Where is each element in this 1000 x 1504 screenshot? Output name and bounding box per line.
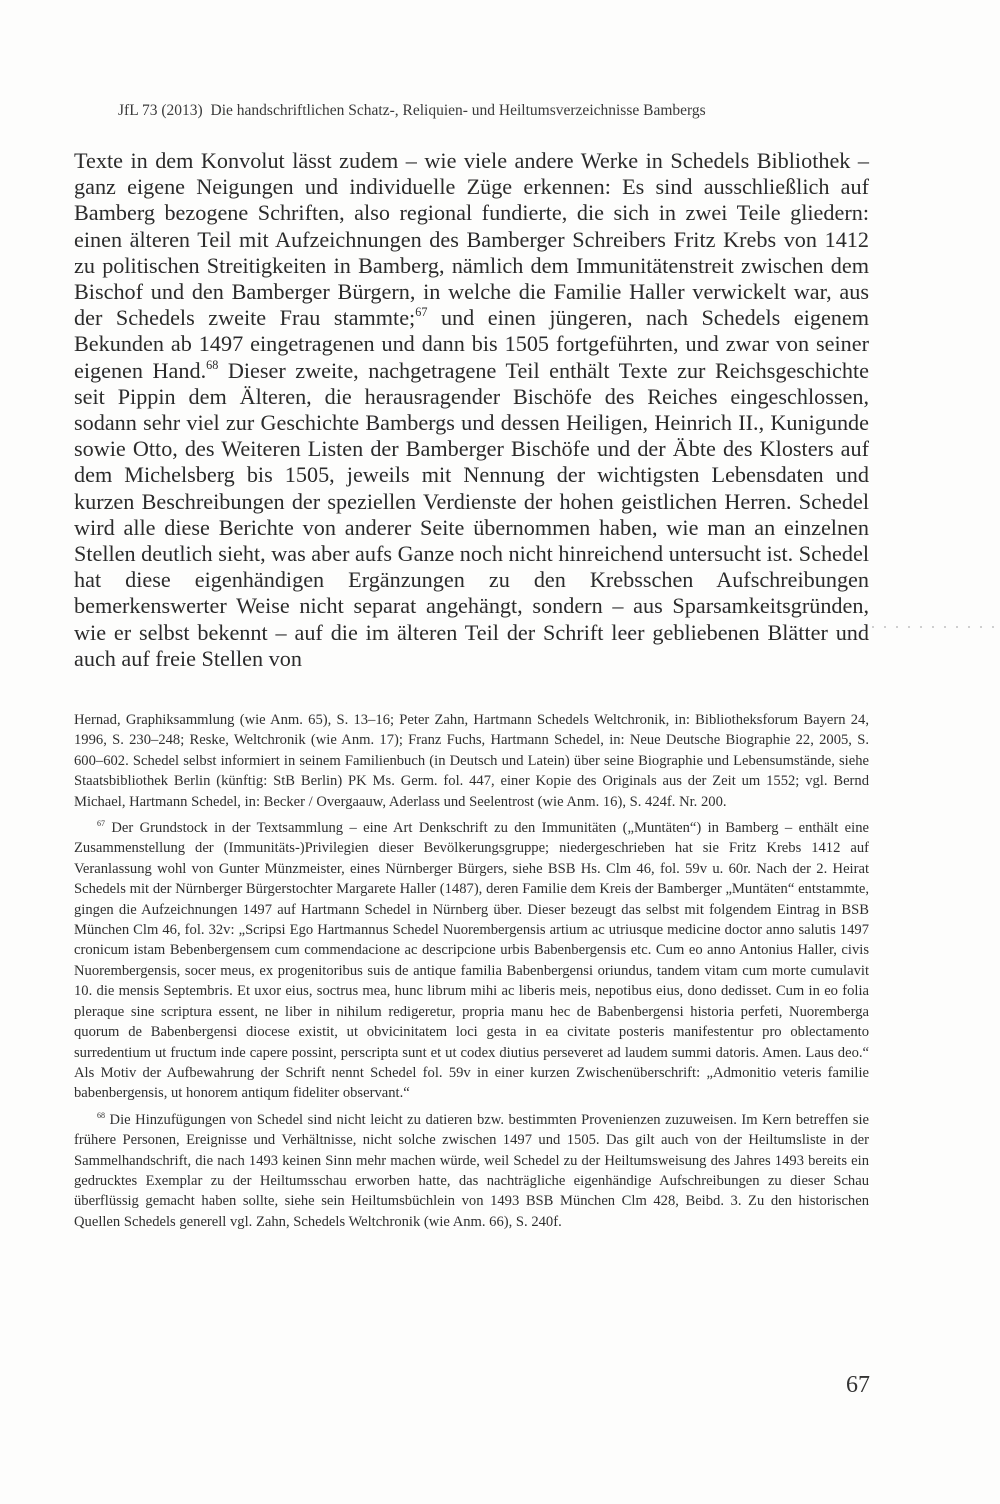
footnote-67	[74, 818, 869, 1104]
footnote-continuation: Hernad, Graphiksammlung (wie Anm. 65), S. 13–16; Peter Zahn, Hartmann Schedels Weltchronik, in: Bibliotheksforum Bayern 24, 1996, S. 230–248; Reske, Weltchronik (wie Anm. 17); Franz Fuchs, Hartmann Schedel, in: Neue Deutsche Biographie 22, 2005, S. 600–602. Schedel selbst informiert in seinem Familienbuch (in Deutsch und Latein) über seine Biographie und Lebensumstände, siehe Staatsbibliothek Berlin (künftig: StB Berlin) PK Ms. Germ. fol. 447, einer Kopie des Originals aus der Zeit um 1552; vgl. Bernd Michael, Hartmann Schedel, in: Becker / Overgaauw, Aderlass und Seelentrost (wie Anm. 16), S. 424f. Nr. 200.	[74, 712, 869, 810]
page-number: 67	[846, 1372, 870, 1398]
main-text-part: Texte in dem Konvolut lässt zudem – wie viele andere Werke in Schedels Bibliothek – ganz eigene Neigungen und individuelle Züge erkennen: Es sind ausschließlich auf Bamberg bezogene Schriften, also regional fundierte, die sich in zwei Teile gliedern: einen älteren Teil mit Aufzeichnungen des Bamberger Schreibers Fritz Krebs von 1412 zu politischen Streitigkeiten in Bamberg, nämlich dem Immunitätenstreit zwischen dem Bischof und den Bamberger Bürgern, in welche die Familie Haller verwickelt war, aus der Schedels zweite Frau stammte;	[74, 148, 869, 331]
footnote-text-67: Der Grundstock in der Textsammlung – eine Art Denkschrift zu den Immunitäten („Muntäten“) in Bamberg – enthält eine Zusammenstellung der (Immunitäts-)Privilegien dieser Bevölkerungsgruppe; niedergeschrieben hat sie Fritz Krebs 1412 auf Veranlassung wohl von Gunter Münzmeister, eines Nürnberger Bürgers, siehe BSB Hs. Clm 46, fol. 59v u. 60r. Nach der 2. Heirat Schedels mit der Nürnberger Bürgerstochter Margarete Haller (1487), deren Familie dem Kreis der Bamberger „Muntäten“ entstammte, gingen die Aufzeichnungen 1497 auf Hartmann Schedel in Nürnberg über. Dieser bezeugt das selbst mit folgendem Eintrag in BSB München Clm 46, fol. 32v: „Scripsi Ego Hartmannus Schedel Nuorembergensis artium ac utriusque medicine doctor anno salutis 1497 cronicum istam Bebenbergensem cum commendacione ac descripcione urbis Babenbergensis etc. Cum eo anno Antonius Haller, civis Nuorembergensis, socer meus, ex progenitoribus suis de antique familia Babenbergensi oriundus, tandem vitam cum morte cumulavit 10. die mensis Septembris. Et uxor eius, soctrus mea, hunc librum mihi ac liberis meis, nepotibus eius, dono dedisset. Cum in eo folia pleraque sine scriptura essent, ne liber in nihilum redigeretur, propria manu hec de Babenbergensi historia perfeti, Nuoremberga quorum de Babenbergensi diocese existit, ut obvicinitatem loci gesta in ea civitate posteris manifestentur pro oblectamento surredentium ut fructum inde capere possint, perscripta sunt et ut codex diutius perseveret ad laudem summi datoris. Amen. Laus deo.“ Als Motiv der Aufbewahrung der Schrift nennt Schedel fol. 59v in einer kurzen Zwischenüberschrift: „Admonitio veteris familie babenbergensis, ut honorem antiqum fideliter observant.“	[74, 820, 869, 1102]
main-text-part: und einen jüngeren, nach Schedels eigenem Bekunden ab 1497 eingetragenen und dann bis 1505 fortgeführten, und zwar von seiner eigenen Hand.	[74, 305, 869, 383]
journal-citation: JfL 73 (2013)	[118, 102, 203, 119]
running-header	[118, 102, 878, 120]
footnote-text-68: Die Hinzufügungen von Schedel sind nicht leicht zu datieren bzw. bestimmten Provenienzen zuzuweisen. Im Kern betreffen sie frühere Personen, Ereignisse und Verhältnisse, nicht solche zwischen 1497 und 1505. Das gilt auch von der Heiltumsliste in der Sammelhandschrift, die nach 1493 keinen Sinn mehr machen würde, weil Schedel zu der Heiltumsweisung des Jahres 1493 bereits ein gedrucktes Exemplar zu der Heiltumsschau erworben hatte, das nachträgliche eigenhändige Aufschreibungen zu dieser Schau überflüssig gemacht haben sollte, siehe sein Heiltumsbüchlein von 1493 BSB München Clm 428, Beibd. 3. Zu den historischen Quellen Schedels generell vgl. Zahn, Schedels Weltchronik (wie Anm. 66), S. 240f.	[74, 1111, 869, 1230]
footnote-number-67: 67	[97, 819, 106, 829]
article-title: Die handschriftlichen Schatz-, Reliquien- und Heiltumsverzeichnisse Bambergs	[210, 102, 706, 119]
footnote-reference-68[interactable]: 68	[206, 357, 219, 372]
main-text-paragraph	[74, 148, 869, 672]
footnotes-section	[74, 710, 869, 1232]
main-text-part: Dieser zweite, nachgetragene Teil enthält Texte zur Reichsgeschichte seit Pippin dem Älteren, die herausragender Bischöfe des Reiches eingeschlossen, sodann sehr viel zur Geschichte Bambergs und dessen Heiligen, Heinrich II., Kunigunde sowie Otto, des Weiteren Listen der Bamberger Bischöfe und der Äbte des Klosters auf dem Michelsberg bis 1505, jeweils mit Nennung der wichtigsten Lebensdaten und kurzen Beschreibungen der speziellen Verdienste der hohen geistlichen Herren. Schedel wird alle diese Berichte von anderer Seite übernommen haben, wie man an einzelnen Stellen deutlich sieht, was aber aufs Ganze noch nicht hinreichend untersucht ist. Schedel hat diese eigenhändigen Ergänzungen zu den Krebsschen Aufschreibungen bemerkenswerter Weise nicht separat angehängt, sondern – aus Sparsamkeitsgründen, wie er selbst bekennt – auf die im älteren Teil der Schrift leer gebliebenen Blätter und auch auf freie Stellen von	[74, 357, 869, 671]
footnote-68	[74, 1110, 869, 1232]
footnote-number-68: 68	[97, 1110, 106, 1120]
footnote-reference-67[interactable]: 67	[415, 305, 428, 320]
scan-edge-artifact	[872, 626, 996, 628]
